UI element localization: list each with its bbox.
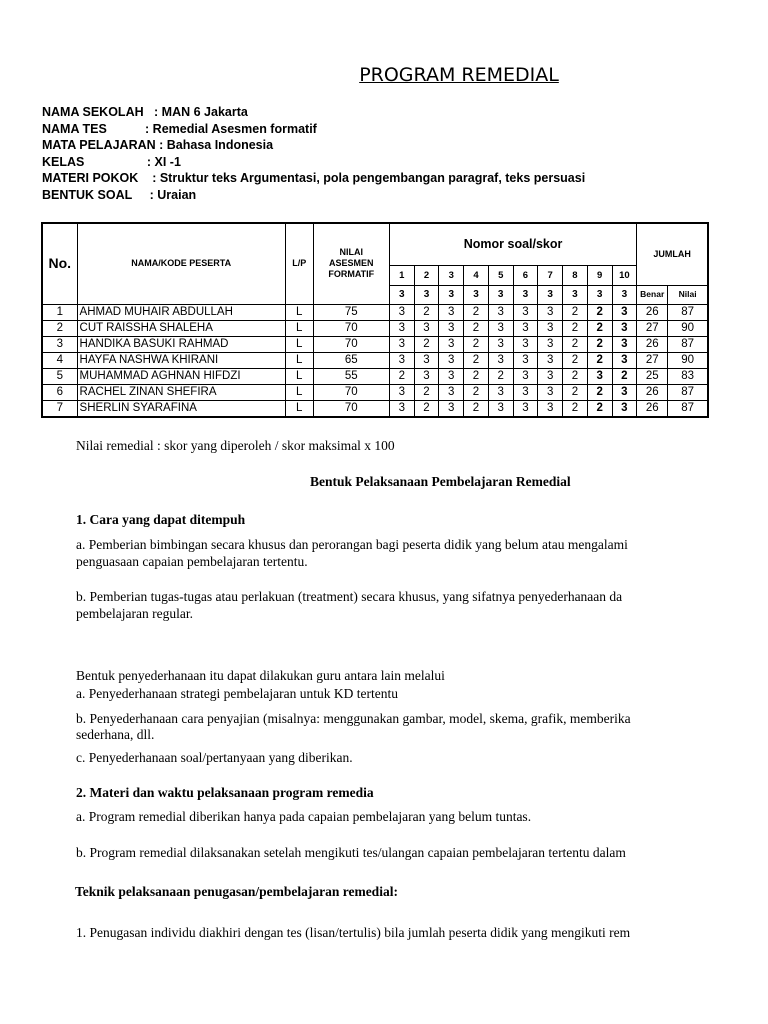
score-cell: 3	[439, 384, 464, 400]
score-cell: 3	[414, 320, 439, 336]
para-a-line2: penguasaan capaian pembelajaran tertentu.	[76, 554, 308, 569]
row-no: 7	[42, 400, 77, 417]
row-nilai-akhir: 90	[668, 352, 708, 368]
meta-label: MATERI POKOK	[42, 171, 139, 185]
meta-label: NAMA TES	[42, 121, 107, 136]
row-benar: 25	[637, 368, 668, 384]
score-cell: 2	[587, 336, 612, 352]
meta-value: : MAN 6 Jakarta	[143, 105, 248, 119]
score-cell: 2	[464, 304, 489, 320]
score-cell: 2	[464, 352, 489, 368]
row-no: 1	[42, 304, 77, 320]
question-number: 9	[587, 265, 612, 285]
meta-school	[42, 104, 585, 121]
score-cell: 3	[439, 352, 464, 368]
row-nilai-akhir: 87	[668, 304, 708, 320]
score-cell: 3	[538, 352, 563, 368]
score-cell: 3	[538, 320, 563, 336]
bentuk-intro: Bentuk penyederhanaan itu dapat dilakukan guru antara lain melalui	[76, 668, 445, 683]
question-number: 5	[488, 265, 513, 285]
meta-value: : Struktur teks Argumentasi, pola pengembangan paragraf, teks persuasi	[138, 171, 586, 185]
max-score: 3	[488, 285, 513, 304]
row-nilai-akhir: 83	[668, 368, 708, 384]
score-cell: 3	[513, 304, 538, 320]
row-benar: 26	[637, 384, 668, 400]
meta-format	[42, 187, 585, 204]
score-cell: 3	[538, 304, 563, 320]
score-cell: 2	[464, 320, 489, 336]
score-cell: 3	[587, 368, 612, 384]
table-row	[42, 368, 708, 384]
score-cell: 3	[612, 400, 637, 417]
score-cell: 3	[488, 336, 513, 352]
row-lp: L	[285, 320, 313, 336]
row-benar: 27	[637, 352, 668, 368]
materi-a: a. Program remedial diberikan hanya pada capaian pembelajaran yang belum tuntas.	[76, 809, 532, 824]
meta-label: BENTUK SOAL	[42, 187, 133, 202]
meta-value: : Bahasa Indonesia	[155, 138, 274, 152]
score-cell: 3	[389, 352, 414, 368]
score-cell: 3	[612, 336, 637, 352]
score-cell: 2	[587, 352, 612, 368]
heading-teknik: Teknik pelaksanaan penugasan/pembelajaran remedial:	[75, 884, 398, 899]
table-row	[42, 400, 708, 417]
question-number: 10	[612, 265, 637, 285]
score-cell: 2	[414, 384, 439, 400]
header-nilai	[313, 223, 389, 304]
row-no: 2	[42, 320, 77, 336]
score-cell: 2	[563, 352, 588, 368]
score-cell: 3	[389, 384, 414, 400]
simp-c: c. Penyederhanaan soal/pertanyaan yang diberikan.	[76, 750, 353, 765]
meta-label: NAMA SEKOLAH	[42, 105, 144, 119]
header-lp: L/P	[285, 223, 313, 304]
score-cell: 2	[587, 304, 612, 320]
simp-b-line2: sederhana, dll.	[76, 727, 155, 742]
formula-text: Nilai remedial : skor yang diperoleh / skor maksimal x 100	[76, 438, 395, 453]
score-cell: 3	[488, 352, 513, 368]
score-cell: 2	[464, 336, 489, 352]
score-cell: 2	[612, 368, 637, 384]
table-row	[42, 320, 708, 336]
meta-block	[42, 104, 585, 203]
row-no: 3	[42, 336, 77, 352]
heading-cara: 1. Cara yang dapat ditempuh	[76, 512, 246, 527]
meta-value: : XI -1	[84, 154, 181, 169]
participant-name: AHMAD MUHAIR ABDULLAH	[77, 304, 285, 320]
question-number: 1	[389, 265, 414, 285]
row-no: 6	[42, 384, 77, 400]
score-cell: 3	[439, 320, 464, 336]
question-number: 6	[513, 265, 538, 285]
row-lp: L	[285, 352, 313, 368]
row-nilai-formatif: 65	[313, 352, 389, 368]
score-cell: 3	[538, 368, 563, 384]
para-b-line1: b. Pemberian tugas-tugas atau perlakuan (treatment) secara khusus, yang sifatnya penyederhanaan da	[76, 589, 623, 604]
row-lp: L	[285, 336, 313, 352]
max-score: 3	[513, 285, 538, 304]
score-cell: 3	[612, 384, 637, 400]
row-lp: L	[285, 368, 313, 384]
row-no: 4	[42, 352, 77, 368]
score-cell: 2	[464, 384, 489, 400]
page-title: PROGRAM REMEDIAL	[359, 64, 559, 86]
meta-topic	[42, 170, 585, 187]
table-row	[42, 336, 708, 352]
participant-name: MUHAMMAD AGHNAN HIFDZI	[77, 368, 285, 384]
score-cell: 3	[612, 320, 637, 336]
row-nilai-akhir: 90	[668, 320, 708, 336]
score-cell: 3	[513, 336, 538, 352]
score-cell: 3	[513, 368, 538, 384]
score-cell: 2	[587, 320, 612, 336]
score-cell: 3	[538, 384, 563, 400]
table-row	[42, 352, 708, 368]
score-cell: 2	[414, 304, 439, 320]
header-nilai-line: FORMATIF	[328, 269, 375, 280]
question-number: 3	[439, 265, 464, 285]
score-cell: 3	[612, 304, 637, 320]
score-cell: 3	[389, 304, 414, 320]
row-nilai-formatif: 70	[313, 320, 389, 336]
score-cell: 3	[513, 320, 538, 336]
row-benar: 26	[637, 304, 668, 320]
score-cell: 2	[414, 400, 439, 417]
materi-b: b. Program remedial dilaksanakan setelah mengikuti tes/ulangan capaian pembelajaran tertentu dalam	[76, 845, 626, 860]
row-nilai-formatif: 70	[313, 384, 389, 400]
table-row	[42, 304, 708, 320]
row-nilai-formatif: 55	[313, 368, 389, 384]
score-cell: 2	[488, 368, 513, 384]
score-cell: 3	[488, 384, 513, 400]
table-body	[42, 304, 708, 417]
score-cell: 3	[513, 400, 538, 417]
score-cell: 2	[389, 368, 414, 384]
score-cell: 3	[389, 336, 414, 352]
participant-name: HAYFA NASHWA KHIRANI	[77, 352, 285, 368]
heading-materi: 2. Materi dan waktu pelaksanaan program remedia	[76, 785, 374, 800]
score-cell: 3	[538, 400, 563, 417]
max-score: 3	[538, 285, 563, 304]
score-cell: 3	[612, 352, 637, 368]
score-cell: 3	[513, 352, 538, 368]
max-score: 3	[563, 285, 588, 304]
max-score: 3	[389, 285, 414, 304]
question-number: 8	[563, 265, 588, 285]
header-jumlah: JUMLAH	[637, 223, 708, 285]
max-score: 3	[439, 285, 464, 304]
para-b-line2: pembelajaran regular.	[76, 606, 193, 621]
score-cell: 3	[439, 304, 464, 320]
row-benar: 27	[637, 320, 668, 336]
participant-name: SHERLIN SYARAFINA	[77, 400, 285, 417]
participant-name: RACHEL ZINAN SHEFIRA	[77, 384, 285, 400]
row-nilai-formatif: 70	[313, 400, 389, 417]
max-score: 3	[587, 285, 612, 304]
header-benar: Benar	[637, 285, 668, 304]
teknik-1: 1. Penugasan individu diakhiri dengan tes (lisan/tertulis) bila jumlah peserta didik yang mengikuti rem	[76, 925, 631, 940]
meta-label: MATA PELAJARAN	[42, 138, 156, 152]
score-cell: 3	[414, 352, 439, 368]
participant-name: HANDIKA BASUKI RAHMAD	[77, 336, 285, 352]
max-score: 3	[414, 285, 439, 304]
row-lp: L	[285, 400, 313, 417]
row-nilai-formatif: 70	[313, 336, 389, 352]
score-cell: 3	[389, 320, 414, 336]
para-a-line1: a. Pemberian bimbingan secara khusus dan perorangan bagi peserta didik yang belum atau mengalami	[76, 537, 628, 552]
meta-class	[42, 154, 585, 171]
header-nilai-line: ASESMEN	[329, 258, 374, 269]
score-cell: 2	[414, 336, 439, 352]
meta-value: : Remedial Asesmen formatif	[106, 121, 317, 136]
question-number: 4	[464, 265, 489, 285]
max-score: 3	[464, 285, 489, 304]
meta-value: : Uraian	[132, 187, 197, 202]
score-cell: 3	[439, 368, 464, 384]
row-nilai-akhir: 87	[668, 336, 708, 352]
simp-b-line1: b. Penyederhanaan cara penyajian (misalnya: menggunakan gambar, model, skema, grafik, memberika	[76, 711, 631, 726]
meta-subject	[42, 137, 585, 154]
score-cell: 3	[414, 368, 439, 384]
row-lp: L	[285, 304, 313, 320]
meta-label: KELAS	[42, 154, 85, 169]
header-nilai-sub: Nilai	[668, 285, 708, 304]
heading-bentuk: Bentuk Pelaksanaan Pembelajaran Remedial	[310, 474, 571, 489]
score-cell: 2	[563, 384, 588, 400]
row-nilai-akhir: 87	[668, 384, 708, 400]
score-cell: 2	[464, 400, 489, 417]
row-nilai-akhir: 87	[668, 400, 708, 417]
max-score: 3	[612, 285, 637, 304]
score-cell: 2	[563, 336, 588, 352]
score-cell: 3	[389, 400, 414, 417]
header-nilai-line: NILAI	[339, 247, 364, 258]
score-cell: 3	[439, 336, 464, 352]
question-number: 7	[538, 265, 563, 285]
score-cell: 3	[488, 400, 513, 417]
score-table	[41, 222, 709, 418]
score-cell: 3	[439, 400, 464, 417]
row-nilai-formatif: 75	[313, 304, 389, 320]
row-benar: 26	[637, 400, 668, 417]
score-cell: 2	[563, 400, 588, 417]
row-benar: 26	[637, 336, 668, 352]
score-cell: 2	[563, 304, 588, 320]
score-cell: 2	[563, 320, 588, 336]
row-no: 5	[42, 368, 77, 384]
row-lp: L	[285, 384, 313, 400]
header-no: No.	[42, 223, 77, 304]
participant-name: CUT RAISSHA SHALEHA	[77, 320, 285, 336]
header-name: NAMA/KODE PESERTA	[77, 223, 285, 304]
score-cell: 3	[488, 304, 513, 320]
score-cell: 3	[513, 384, 538, 400]
score-cell: 2	[464, 368, 489, 384]
score-cell: 2	[587, 400, 612, 417]
header-nomor-soal: Nomor soal/skor	[389, 223, 636, 265]
score-cell: 2	[587, 384, 612, 400]
score-cell: 3	[538, 336, 563, 352]
simp-a: a. Penyederhanaan strategi pembelajaran untuk KD tertentu	[76, 686, 398, 701]
meta-test	[42, 121, 585, 138]
score-cell: 2	[563, 368, 588, 384]
score-cell: 3	[488, 320, 513, 336]
question-number: 2	[414, 265, 439, 285]
table-row	[42, 384, 708, 400]
